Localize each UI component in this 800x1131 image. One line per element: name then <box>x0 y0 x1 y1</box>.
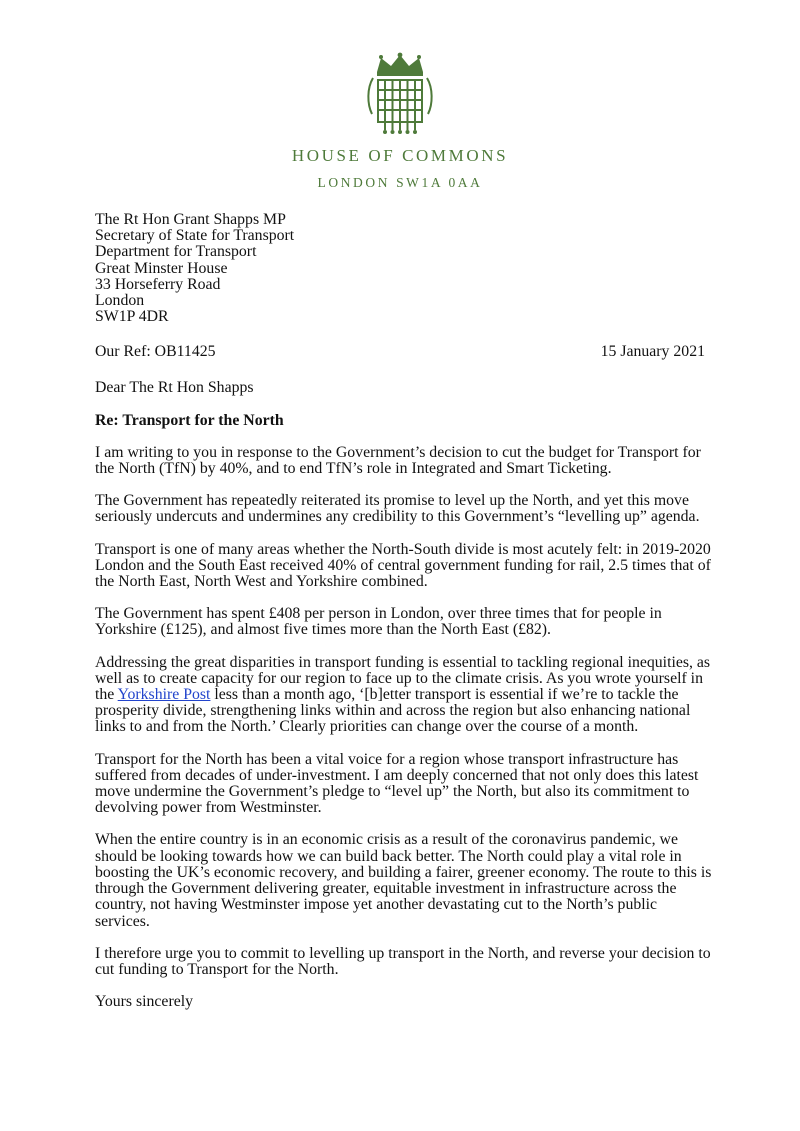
paragraph-with-link <box>95 655 715 736</box>
yorkshire-post-link[interactable]: Yorkshire Post <box>117 686 211 704</box>
recipient-line: Department for Transport <box>95 243 257 261</box>
paragraph: Transport for the North has been a vital voice for a region whose transport infrastructure has suffered from decades of under-investment. I am deeply concerned that not only does this latest move undermine the Government’s pledge to “level up” the North, but also its commitment to devolving power from Westminster. <box>95 750 699 817</box>
recipient-line: London <box>95 292 145 310</box>
paragraph: When the entire country is in an economic crisis as a result of the coronavirus pandemic, we should be looking towards how we can build back better. The North could play a vital role in boosting the UK’s economic recovery, and building a fairer, greener economy. The route to this is through the Government delivering greater, equitable investment in infrastructure across the country, not having Westminster impose yet another devastating cut to the North’s public services. <box>95 831 712 930</box>
recipient-line: 33 Horseferry Road <box>95 275 221 293</box>
reference-row <box>95 344 715 361</box>
paragraph: The Government has spent £408 per person in London, over three times that for people in Yorkshire (£125), and almost five times more than the North East (£82). <box>95 605 662 639</box>
letterhead-org: HOUSE OF COMMONS <box>291 146 509 165</box>
recipient-address <box>95 212 715 325</box>
paragraph: I am writing to you in response to the Government’s decision to cut the budget for Transport for the North (TfN) by 40%, and to end TfN’s role in Integrated and Smart Ticketing. <box>95 443 701 478</box>
paragraph-text: Addressing the great disparities in transport funding is essential to tackling regional inequities, as well as to create capacity for our region to face up to the climate crisis. As you wrote yourself in the <box>95 653 711 704</box>
reference-number: Our Ref: OB11425 <box>95 343 216 361</box>
paragraph: The Government has repeatedly reiterated its promise to level up the North, and yet this move seriously undercuts and undermines any credibility to this Government’s “levelling up” agenda. <box>95 492 700 526</box>
paragraph: I therefore urge you to commit to levelling up transport in the North, and reverse your decision to cut funding to Transport for the North. <box>95 944 711 978</box>
letter-body <box>95 212 715 1010</box>
recipient-line: SW1P 4DR <box>95 308 169 326</box>
salutation: Dear The Rt Hon Shapps <box>95 379 254 397</box>
letterhead-address: LONDON SW1A 0AA <box>317 175 483 190</box>
recipient-line: Secretary of State for Transport <box>95 227 295 245</box>
paragraph-text: less than a month ago, ‘[b]etter transport is essential if we’re to tackle the prosperity divide, strengthening links within and across the region but also enhancing national links to and from the North.’ Clearly priorities can change over the course of a month. <box>95 686 691 736</box>
letter-date: 15 January 2021 <box>600 343 705 361</box>
portcullis-crest-icon <box>363 52 437 138</box>
closing: Yours sincerely <box>95 993 193 1011</box>
paragraph: Transport is one of many areas whether the North-South divide is most acutely felt: in 2019-2020 London and the South East received 40% of central government funding for rail, 2.5 times that of the North East, North West and Yorkshire combined. <box>95 540 711 591</box>
subject-line: Re: Transport for the North <box>95 411 284 429</box>
recipient-line: Great Minster House <box>95 259 228 277</box>
recipient-line: The Rt Hon Grant Shapps MP <box>95 211 286 228</box>
